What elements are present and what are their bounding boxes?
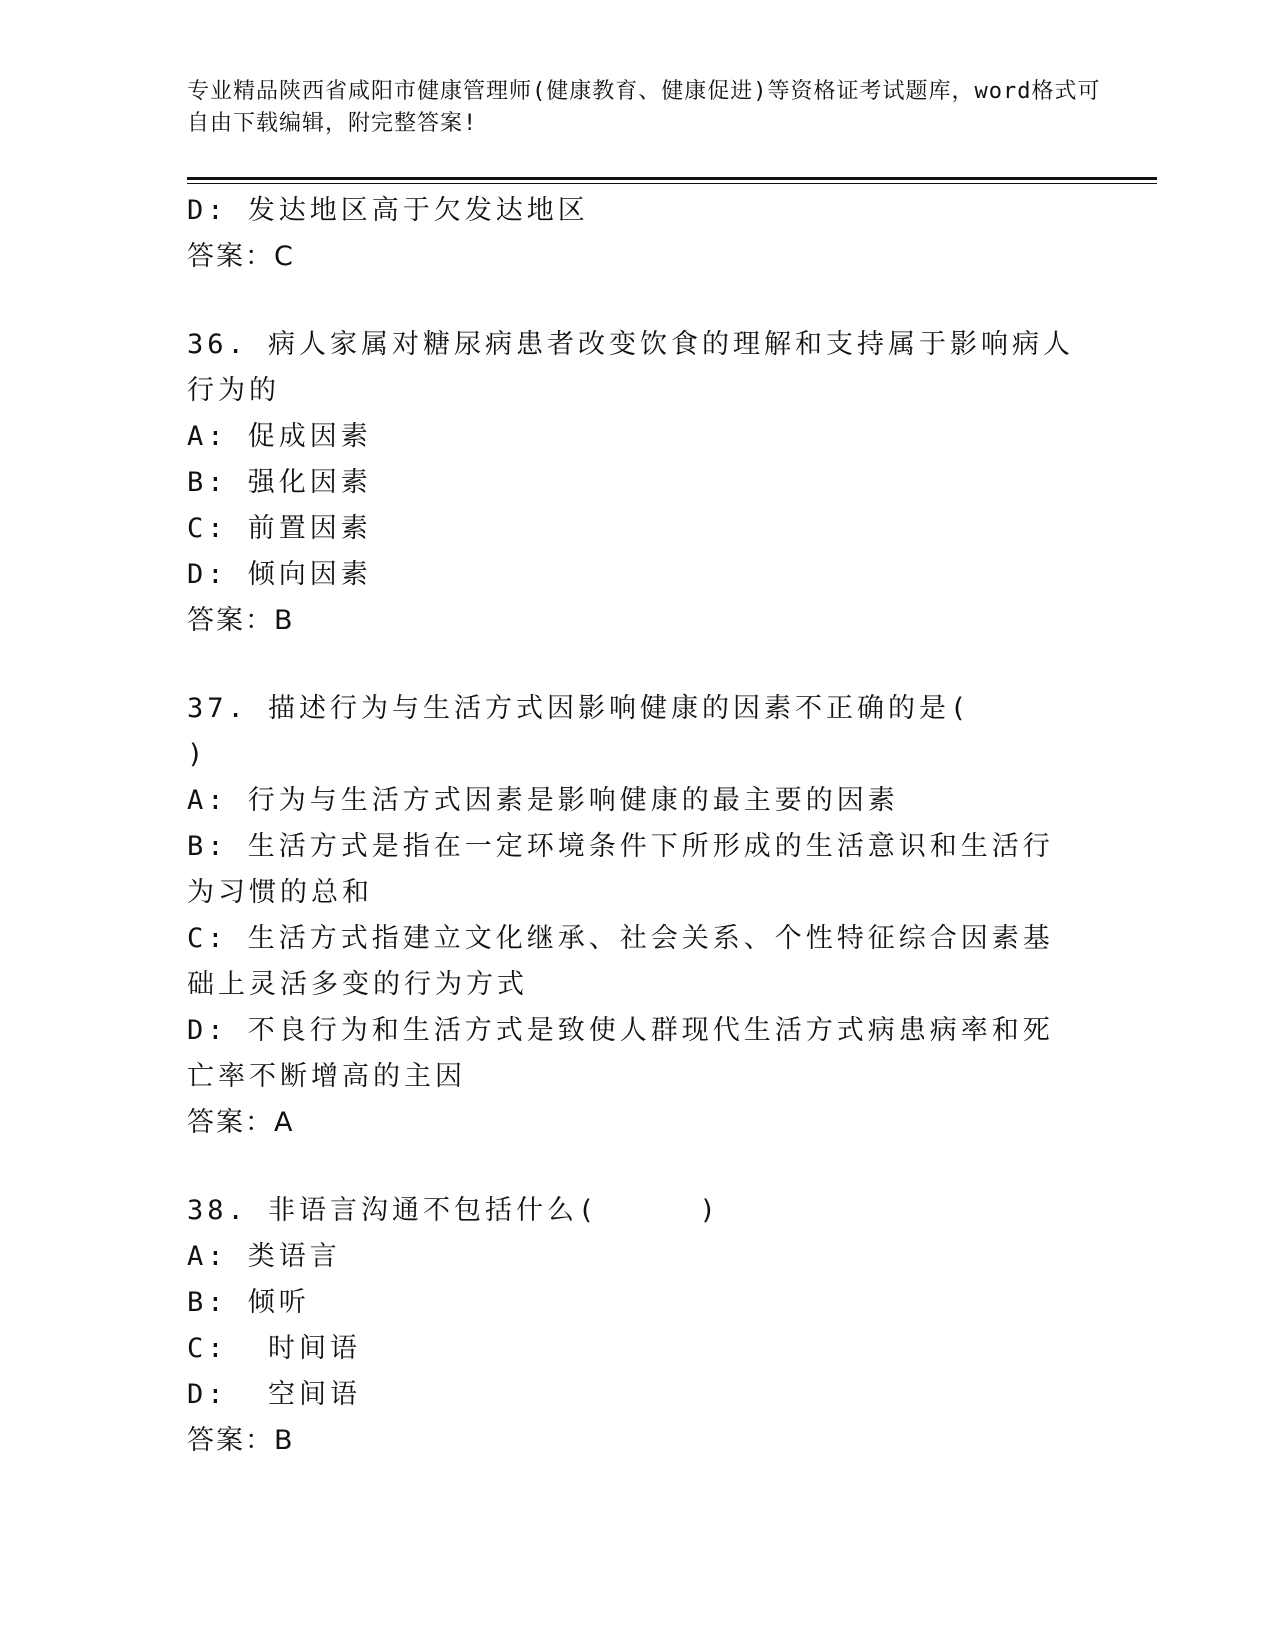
option-a: A: 促成因素 <box>187 421 372 452</box>
answer: 答案：B <box>187 605 295 636</box>
spacer <box>187 280 1077 322</box>
option-b: B: 倾听 <box>187 1287 310 1318</box>
option-d: D: 空间语 <box>187 1379 362 1410</box>
header-rule-thin <box>187 183 1157 184</box>
question-stem: 37. 描述行为与生活方式因影响健康的因素不正确的是( ) <box>187 693 1072 770</box>
option-d: D: 倾向因素 <box>187 559 372 590</box>
answer: 答案：A <box>187 1107 295 1138</box>
header-rule-thick <box>187 177 1157 180</box>
spacer <box>187 644 1077 686</box>
option-a: A: 类语言 <box>187 1241 341 1272</box>
option-b: B: 生活方式是指在一定环境条件下所形成的生活意识和生活行为习惯的总和 <box>187 831 1054 908</box>
answer: 答案：B <box>187 1425 295 1456</box>
question-stem: 36. 病人家属对糖尿病患者改变饮食的理解和支持属于影响病人行为的 <box>187 329 1075 406</box>
question-content <box>187 188 1077 1464</box>
page-header <box>187 76 1107 140</box>
prev-option-d: D: 发达地区高于欠发达地区 <box>187 195 589 226</box>
option-d: D: 不良行为和生活方式是致使人群现代生活方式病患病率和死亡率不断增高的主因 <box>187 1015 1054 1092</box>
spacer <box>187 1146 1077 1188</box>
option-a: A: 行为与生活方式因素是影响健康的最主要的因素 <box>187 785 899 816</box>
header-text: 专业精品陕西省咸阳市健康管理师(健康教育、健康促进)等资格证考试题库，word格式可自由下载编辑，附完整答案! <box>187 79 1101 136</box>
option-b: B: 强化因素 <box>187 467 372 498</box>
option-c: C: 前置因素 <box>187 513 372 544</box>
option-c: C: 生活方式指建立文化继承、社会关系、个性特征综合因素基础上灵活多变的行为方式 <box>187 923 1054 1000</box>
question-36 <box>187 322 1077 644</box>
question-stem: 38. 非语言沟通不包括什么( ) <box>187 1195 720 1226</box>
question-38 <box>187 1188 1077 1464</box>
question-37 <box>187 686 1077 1146</box>
prev-answer: 答案：C <box>187 241 295 272</box>
option-c: C: 时间语 <box>187 1333 362 1364</box>
